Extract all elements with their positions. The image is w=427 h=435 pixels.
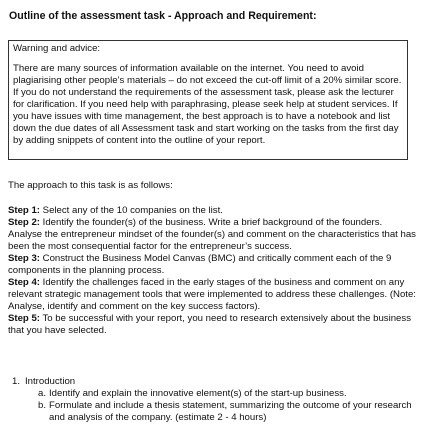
- step-label: Step 3:: [8, 253, 40, 264]
- page-title: Outline of the assessment task - Approach and Requirement:: [9, 10, 317, 22]
- step-3: [8, 253, 418, 277]
- step-text: To be successful with your report, you need to research extensively about the business that you have selected.: [8, 313, 411, 336]
- warning-body: There are many sources of information available on the internet. You need to avoid plagiarising other people’s materials – do not exceed the cut-off limit of a 20% similar score. If you do not understand the requirements of the assessment task, please ask the lecturer for clarification. If you need help with paraphrasing, please seek help at student services. If you have issues with time management, the best approach is to have a notebook and list down the due dates of all Assessment task and start working on the tasks from the first day by adding snippets of content into the outline of your report.: [13, 63, 402, 146]
- step-5: [8, 313, 418, 337]
- warning-heading: Warning and advice:: [13, 43, 101, 54]
- step-text: Identify the challenges faced in the early stages of the business and comment on any relevant strategic management tools that were implemented to address these challenges. (Note: Analyse, identify and comment on the key success factors).: [8, 277, 416, 312]
- introduction-section: [8, 376, 418, 424]
- step-4: [8, 277, 418, 313]
- list-letter: a.: [38, 388, 47, 399]
- introduction-heading: [12, 376, 418, 388]
- step-label: Step 5:: [8, 313, 40, 324]
- introduction-label: Introduction: [25, 376, 76, 387]
- steps-list: [8, 205, 418, 337]
- step-text: Construct the Business Model Canvas (BMC) and critically comment each of the 9 components in the planning process.: [8, 253, 392, 276]
- list-letter: b.: [38, 400, 47, 411]
- step-label: Step 2:: [8, 217, 40, 228]
- step-text: Identify the founder(s) of the business. Write a brief background of the founders. Analyse the entrepreneur mindset of the founder(s) and comment on the characteristics that has been the most consequential factor for the entrepreneur’s success.: [8, 217, 416, 252]
- step-1: [8, 205, 418, 217]
- approach-intro: The approach to this task is as follows:: [8, 180, 173, 191]
- step-label: Step 4:: [8, 277, 40, 288]
- warning-box: [8, 40, 408, 160]
- introduction-item-b: [38, 400, 418, 424]
- list-item-text: Identify and explain the innovative element(s) of the start-up business.: [49, 388, 347, 399]
- list-number: 1.: [12, 376, 21, 387]
- step-2: [8, 217, 418, 253]
- introduction-item-a: [38, 388, 418, 400]
- step-text: Select any of the 10 companies on the list.: [40, 205, 223, 216]
- step-label: Step 1:: [8, 205, 40, 216]
- list-item-text: Formulate and include a thesis statement, summarizing the outcome of your research and analysis of the company. (estimate 2 - 4 hours): [49, 400, 412, 423]
